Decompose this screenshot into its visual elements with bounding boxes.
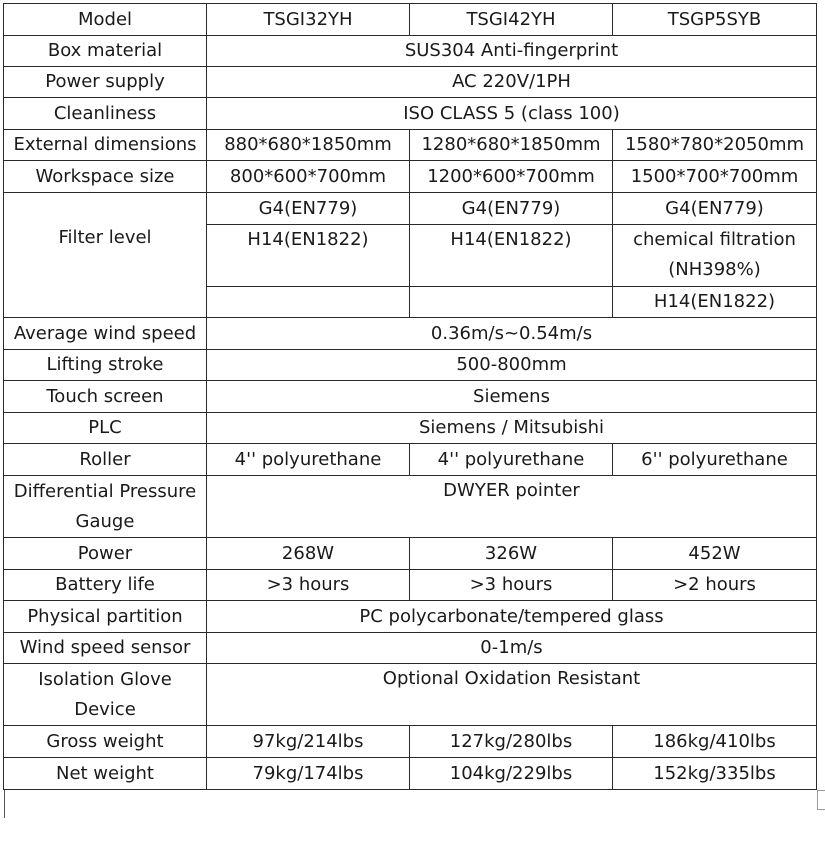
table-row-isolation-glove-device — [4, 664, 817, 726]
table-row-gross-weight — [4, 726, 817, 758]
row-label: Power supply — [4, 67, 207, 98]
table-row-power — [4, 538, 817, 570]
table-row-lifting-stroke — [4, 350, 817, 381]
page-corner-marker — [817, 790, 825, 810]
cell-value: 6'' polyurethane — [613, 444, 817, 476]
row-label: Roller — [4, 444, 207, 476]
table-row-physical-partition — [4, 601, 817, 633]
row-label: Net weight — [4, 758, 207, 790]
cell-value: 268W — [207, 538, 410, 570]
cell-value: >3 hours — [207, 570, 410, 601]
row-label: Workspace size — [4, 161, 207, 193]
row-label: Battery life — [4, 570, 207, 601]
row-label: Lifting stroke — [4, 350, 207, 381]
cell-value: DWYER pointer — [207, 476, 817, 538]
cell-value: SUS304 Anti-fingerprint — [207, 36, 817, 67]
row-label: Cleanliness — [4, 98, 207, 130]
cell-value: H14(EN1822) — [207, 225, 410, 287]
table-row-touch-screen — [4, 381, 817, 413]
cell-value: Optional Oxidation Resistant — [207, 664, 817, 726]
table-row-cleanliness — [4, 98, 817, 130]
cell-value: ISO CLASS 5 (class 100) — [207, 98, 817, 130]
row-label: Average wind speed — [4, 318, 207, 350]
table-row-box-material — [4, 36, 817, 67]
cell-value: chemical filtration (NH398%) — [613, 225, 817, 287]
cell-value: >3 hours — [410, 570, 613, 601]
cell-value: Siemens — [207, 381, 817, 413]
cell-value: 97kg/214lbs — [207, 726, 410, 758]
cell-value: 104kg/229lbs — [410, 758, 613, 790]
cell-value: G4(EN779) — [410, 193, 613, 225]
model-name: TSGI42YH — [410, 4, 613, 36]
table-row-net-weight — [4, 758, 817, 790]
table-row-average-wind-speed — [4, 318, 817, 350]
table-row-wind-speed-sensor — [4, 633, 817, 664]
row-label: Physical partition — [4, 601, 207, 633]
row-label: Wind speed sensor — [4, 633, 207, 664]
row-label: Touch screen — [4, 381, 207, 413]
table-row-power-supply — [4, 67, 817, 98]
table-row-filter-level — [4, 193, 817, 225]
cell-value: 452W — [613, 538, 817, 570]
table-row-battery-life — [4, 570, 817, 601]
row-label: Box material — [4, 36, 207, 67]
spec-table — [3, 3, 817, 790]
cell-value: 0-1m/s — [207, 633, 817, 664]
cell-value: Siemens / Mitsubishi — [207, 413, 817, 444]
cell-value: PC polycarbonate/tempered glass — [207, 601, 817, 633]
cell-value: 500-800mm — [207, 350, 817, 381]
cell-value: H14(EN1822) — [613, 287, 817, 318]
cell-value: H14(EN1822) — [410, 225, 613, 287]
row-label: Isolation Glove Device — [4, 664, 207, 726]
table-row-differential-pressure-gauge — [4, 476, 817, 538]
cell-value: AC 220V/1PH — [207, 67, 817, 98]
cell-value: 1200*600*700mm — [410, 161, 613, 193]
cell-value: 186kg/410lbs — [613, 726, 817, 758]
cell-value: 326W — [410, 538, 613, 570]
cell-value: 1580*780*2050mm — [613, 130, 817, 161]
cell-value: G4(EN779) — [207, 193, 410, 225]
model-name: TSGP5SYB — [613, 4, 817, 36]
cell-value: 1500*700*700mm — [613, 161, 817, 193]
cell-value — [410, 287, 613, 318]
cell-value: 4'' polyurethane — [207, 444, 410, 476]
row-label: PLC — [4, 413, 207, 444]
cell-value: 1280*680*1850mm — [410, 130, 613, 161]
cell-value: 79kg/174lbs — [207, 758, 410, 790]
row-label: Differential Pressure Gauge — [4, 476, 207, 538]
row-label: Model — [4, 4, 207, 36]
cell-value: 4'' polyurethane — [410, 444, 613, 476]
table-row-model — [4, 4, 817, 36]
row-label: External dimensions — [4, 130, 207, 161]
table-row-plc — [4, 413, 817, 444]
row-label: Filter level — [4, 193, 207, 318]
text-cursor — [4, 790, 5, 818]
cell-value: 152kg/335lbs — [613, 758, 817, 790]
cell-value: 800*600*700mm — [207, 161, 410, 193]
cell-value: 127kg/280lbs — [410, 726, 613, 758]
table-row-external-dimensions — [4, 130, 817, 161]
cell-value — [207, 287, 410, 318]
model-name: TSGI32YH — [207, 4, 410, 36]
cell-value: 880*680*1850mm — [207, 130, 410, 161]
cell-value: G4(EN779) — [613, 193, 817, 225]
row-label: Power — [4, 538, 207, 570]
table-row-workspace-size — [4, 161, 817, 193]
row-label: Gross weight — [4, 726, 207, 758]
cell-value: 0.36m/s~0.54m/s — [207, 318, 817, 350]
cell-value: >2 hours — [613, 570, 817, 601]
table-row-roller — [4, 444, 817, 476]
